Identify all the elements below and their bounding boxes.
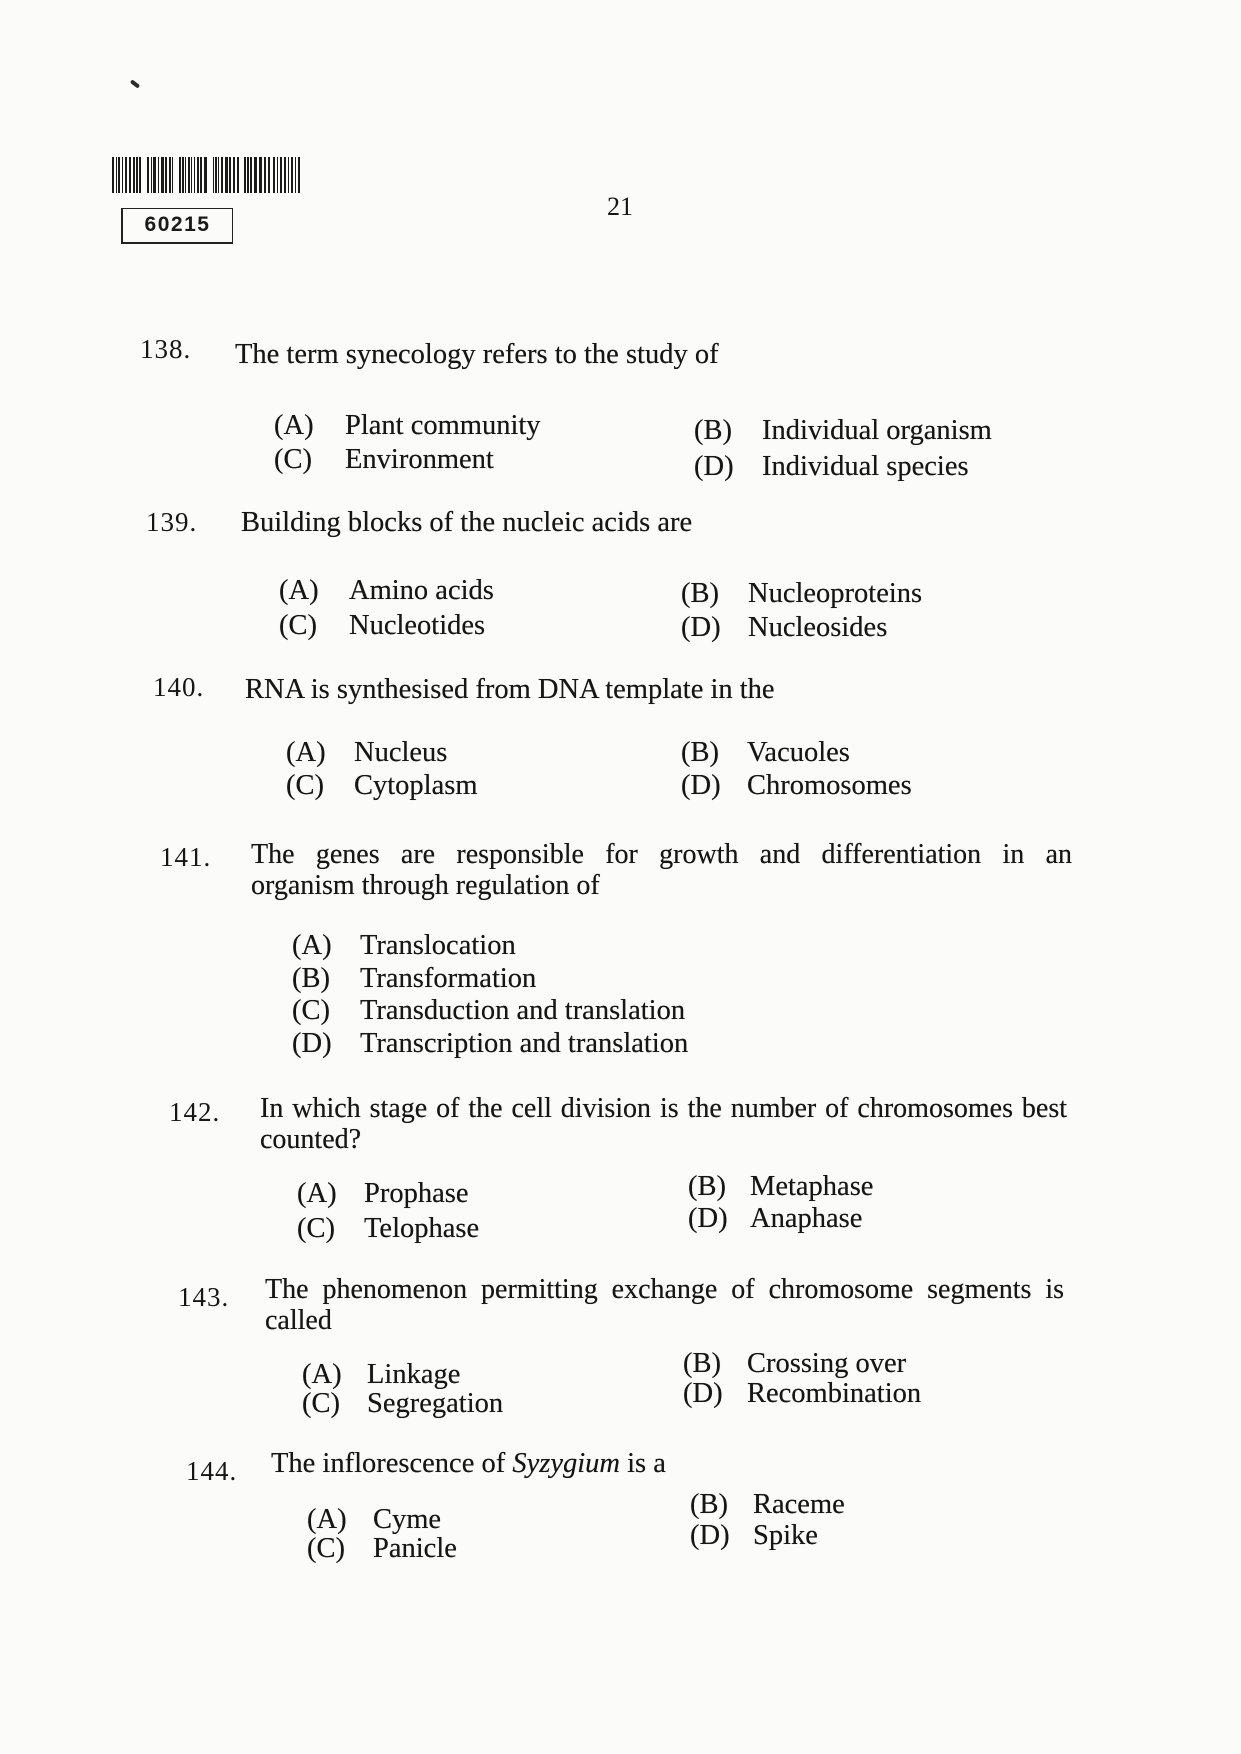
barcode-bar bbox=[259, 157, 262, 193]
booklet-code-box: 60215 bbox=[121, 208, 233, 244]
option-text: Cytoplasm bbox=[354, 770, 478, 801]
question-stem bbox=[271, 1448, 666, 1480]
option-label: (D) bbox=[694, 451, 734, 482]
option-text: Raceme bbox=[753, 1489, 845, 1520]
option-b bbox=[683, 1348, 906, 1380]
option-c bbox=[279, 610, 485, 642]
barcode-bar bbox=[188, 157, 190, 193]
barcode-bar bbox=[215, 157, 217, 193]
option-a bbox=[286, 737, 447, 769]
question-stem: The term synecology refers to the study of bbox=[235, 339, 719, 370]
barcode-bar bbox=[233, 157, 235, 193]
question-stem bbox=[265, 1274, 1064, 1336]
option-label: (B) bbox=[694, 415, 732, 446]
barcode-bar bbox=[280, 157, 282, 193]
option-text: Vacuoles bbox=[747, 737, 850, 768]
barcode-bar bbox=[221, 157, 223, 193]
option-label: (C) bbox=[297, 1213, 335, 1244]
barcode-bar bbox=[213, 157, 214, 193]
option-b bbox=[694, 415, 992, 447]
option-text: Nucleus bbox=[354, 737, 448, 768]
option-d bbox=[694, 451, 969, 483]
option-text: Panicle bbox=[373, 1533, 457, 1564]
question-number: 141. bbox=[160, 842, 212, 872]
barcode-bar bbox=[291, 157, 293, 193]
option-text: Transduction and translation bbox=[360, 995, 686, 1026]
barcode-bar bbox=[218, 157, 219, 193]
barcode-bar bbox=[237, 157, 239, 193]
option-label: (D) bbox=[681, 612, 721, 643]
barcode-bar bbox=[264, 157, 266, 193]
barcode-bar bbox=[277, 157, 278, 193]
option-c bbox=[292, 995, 685, 1027]
barcode-bar bbox=[179, 157, 181, 193]
option-d bbox=[681, 612, 887, 644]
option-text: Nucleosides bbox=[748, 612, 888, 643]
option-text: Translocation bbox=[360, 930, 516, 961]
barcode-bar bbox=[136, 157, 138, 193]
barcode-bar bbox=[254, 157, 257, 193]
barcode-bar bbox=[200, 157, 202, 193]
stem-italic-term: Syzygium bbox=[512, 1448, 620, 1479]
option-label: (C) bbox=[292, 995, 330, 1026]
option-label: (D) bbox=[292, 1028, 332, 1059]
option-text: Metaphase bbox=[750, 1171, 874, 1202]
barcode-bar bbox=[158, 157, 159, 193]
barcode-bar bbox=[169, 157, 171, 193]
option-text: Amino acids bbox=[349, 575, 494, 606]
barcode-bar bbox=[298, 157, 300, 193]
stem-line: organism through regulation of bbox=[251, 870, 600, 901]
option-label: (C) bbox=[279, 610, 317, 641]
option-text: Cyme bbox=[373, 1504, 442, 1535]
page-number: 21 bbox=[607, 192, 633, 221]
barcode-bar bbox=[147, 157, 149, 193]
option-label: (A) bbox=[292, 930, 332, 961]
question-stem bbox=[251, 839, 1072, 901]
barcode-bar bbox=[116, 157, 117, 193]
option-label: (C) bbox=[302, 1388, 340, 1419]
option-label: (D) bbox=[683, 1378, 723, 1409]
option-text: Recombination bbox=[747, 1378, 922, 1409]
barcode-bar bbox=[185, 157, 186, 193]
option-a bbox=[302, 1359, 460, 1391]
barcode-bar bbox=[295, 157, 296, 193]
stem-line: counted? bbox=[260, 1124, 362, 1155]
barcode-bar bbox=[247, 157, 249, 193]
option-text: Telophase bbox=[364, 1213, 480, 1244]
option-text: Individual organism bbox=[762, 415, 992, 446]
option-label: (C) bbox=[274, 444, 312, 475]
barcode-bar bbox=[244, 157, 246, 193]
barcode-bar bbox=[288, 157, 289, 193]
option-text: Transcription and translation bbox=[360, 1028, 689, 1059]
barcode-bar bbox=[129, 157, 131, 193]
barcode-bar bbox=[133, 157, 135, 193]
barcode-bar bbox=[229, 157, 231, 193]
barcode-bar bbox=[225, 157, 228, 193]
option-text: Plant community bbox=[345, 410, 541, 441]
barcode-bar bbox=[165, 157, 167, 193]
option-label: (A) bbox=[307, 1504, 347, 1535]
question-number: 143. bbox=[178, 1282, 230, 1312]
stem-text: is a bbox=[619, 1448, 666, 1479]
option-text: Transformation bbox=[360, 963, 537, 994]
option-c bbox=[307, 1533, 457, 1565]
barcode-bar bbox=[204, 157, 207, 193]
barcode-bar bbox=[151, 157, 152, 193]
barcode-bar bbox=[125, 157, 127, 193]
option-text: Linkage bbox=[367, 1359, 461, 1390]
barcode-bar bbox=[197, 157, 199, 193]
barcode-bar bbox=[172, 157, 173, 193]
option-text: Crossing over bbox=[747, 1348, 907, 1379]
option-text: Nucleoproteins bbox=[748, 578, 923, 609]
option-text: Segregation bbox=[367, 1388, 504, 1419]
question-number: 139. bbox=[146, 507, 198, 537]
barcode-bar bbox=[194, 157, 195, 193]
barcode-bar bbox=[153, 157, 156, 193]
question-stem bbox=[260, 1093, 1067, 1155]
barcode-bar bbox=[112, 157, 114, 193]
option-b bbox=[688, 1171, 873, 1203]
stem-line: The genes are responsible for growth and differentiation in an bbox=[251, 839, 1072, 870]
option-label: (D) bbox=[681, 770, 721, 801]
option-label: (B) bbox=[690, 1489, 728, 1520]
question-number: 140. bbox=[153, 672, 205, 702]
option-b bbox=[292, 963, 536, 995]
option-label: (B) bbox=[688, 1171, 726, 1202]
question-stem: Building blocks of the nucleic acids are bbox=[241, 507, 693, 538]
barcode-bar bbox=[161, 157, 164, 193]
option-a bbox=[274, 410, 541, 442]
option-label: (B) bbox=[681, 578, 719, 609]
option-d bbox=[681, 770, 912, 802]
barcode-bar bbox=[182, 157, 184, 193]
option-label: (A) bbox=[286, 737, 326, 768]
option-c bbox=[286, 770, 478, 802]
option-label: (B) bbox=[292, 963, 330, 994]
option-label: (D) bbox=[688, 1203, 728, 1234]
option-label: (A) bbox=[274, 410, 314, 441]
option-b bbox=[690, 1489, 845, 1521]
question-stem: RNA is synthesised from DNA template in the bbox=[245, 674, 775, 705]
option-text: Nucleotides bbox=[349, 610, 486, 641]
stem-text: The inflorescence of bbox=[271, 1448, 513, 1479]
barcode-bar bbox=[191, 157, 192, 193]
option-c bbox=[274, 444, 494, 476]
question-number: 142. bbox=[169, 1097, 221, 1127]
scan-mark bbox=[130, 79, 140, 88]
option-label: (C) bbox=[307, 1533, 345, 1564]
barcode-bar bbox=[139, 157, 141, 193]
option-a bbox=[292, 930, 516, 962]
stem-line: The phenomenon permitting exchange of chromosome segments is bbox=[265, 1274, 1064, 1305]
option-label: (D) bbox=[690, 1520, 730, 1551]
barcode-bar bbox=[273, 157, 275, 193]
barcode-bar bbox=[250, 157, 252, 193]
barcode-bar bbox=[122, 157, 123, 193]
option-text: Individual species bbox=[762, 451, 969, 482]
option-b bbox=[681, 737, 850, 769]
option-c bbox=[302, 1388, 503, 1420]
question-number: 138. bbox=[140, 334, 192, 364]
option-label: (A) bbox=[279, 575, 319, 606]
option-c bbox=[297, 1213, 479, 1245]
option-label: (C) bbox=[286, 770, 324, 801]
option-d bbox=[690, 1520, 818, 1552]
option-label: (B) bbox=[681, 737, 719, 768]
option-a bbox=[307, 1504, 441, 1536]
option-d bbox=[292, 1028, 688, 1060]
option-label: (B) bbox=[683, 1348, 721, 1379]
barcode-bar bbox=[284, 157, 286, 193]
option-text: Spike bbox=[753, 1520, 818, 1551]
option-a bbox=[297, 1178, 468, 1210]
option-text: Chromosomes bbox=[747, 770, 912, 801]
option-a bbox=[279, 575, 494, 607]
barcode-bar bbox=[268, 157, 270, 193]
option-label: (A) bbox=[297, 1178, 337, 1209]
option-label: (A) bbox=[302, 1359, 342, 1390]
stem-line: called bbox=[265, 1305, 332, 1336]
question-number: 144. bbox=[186, 1456, 238, 1486]
option-d bbox=[688, 1203, 862, 1235]
option-d bbox=[683, 1378, 921, 1410]
option-text: Prophase bbox=[364, 1178, 469, 1209]
stem-line: In which stage of the cell division is the number of chromosomes best bbox=[260, 1093, 1067, 1124]
option-text: Anaphase bbox=[750, 1203, 863, 1234]
barcode bbox=[112, 157, 302, 193]
option-text: Environment bbox=[345, 444, 494, 475]
option-b bbox=[681, 578, 922, 610]
barcode-bar bbox=[118, 157, 120, 193]
